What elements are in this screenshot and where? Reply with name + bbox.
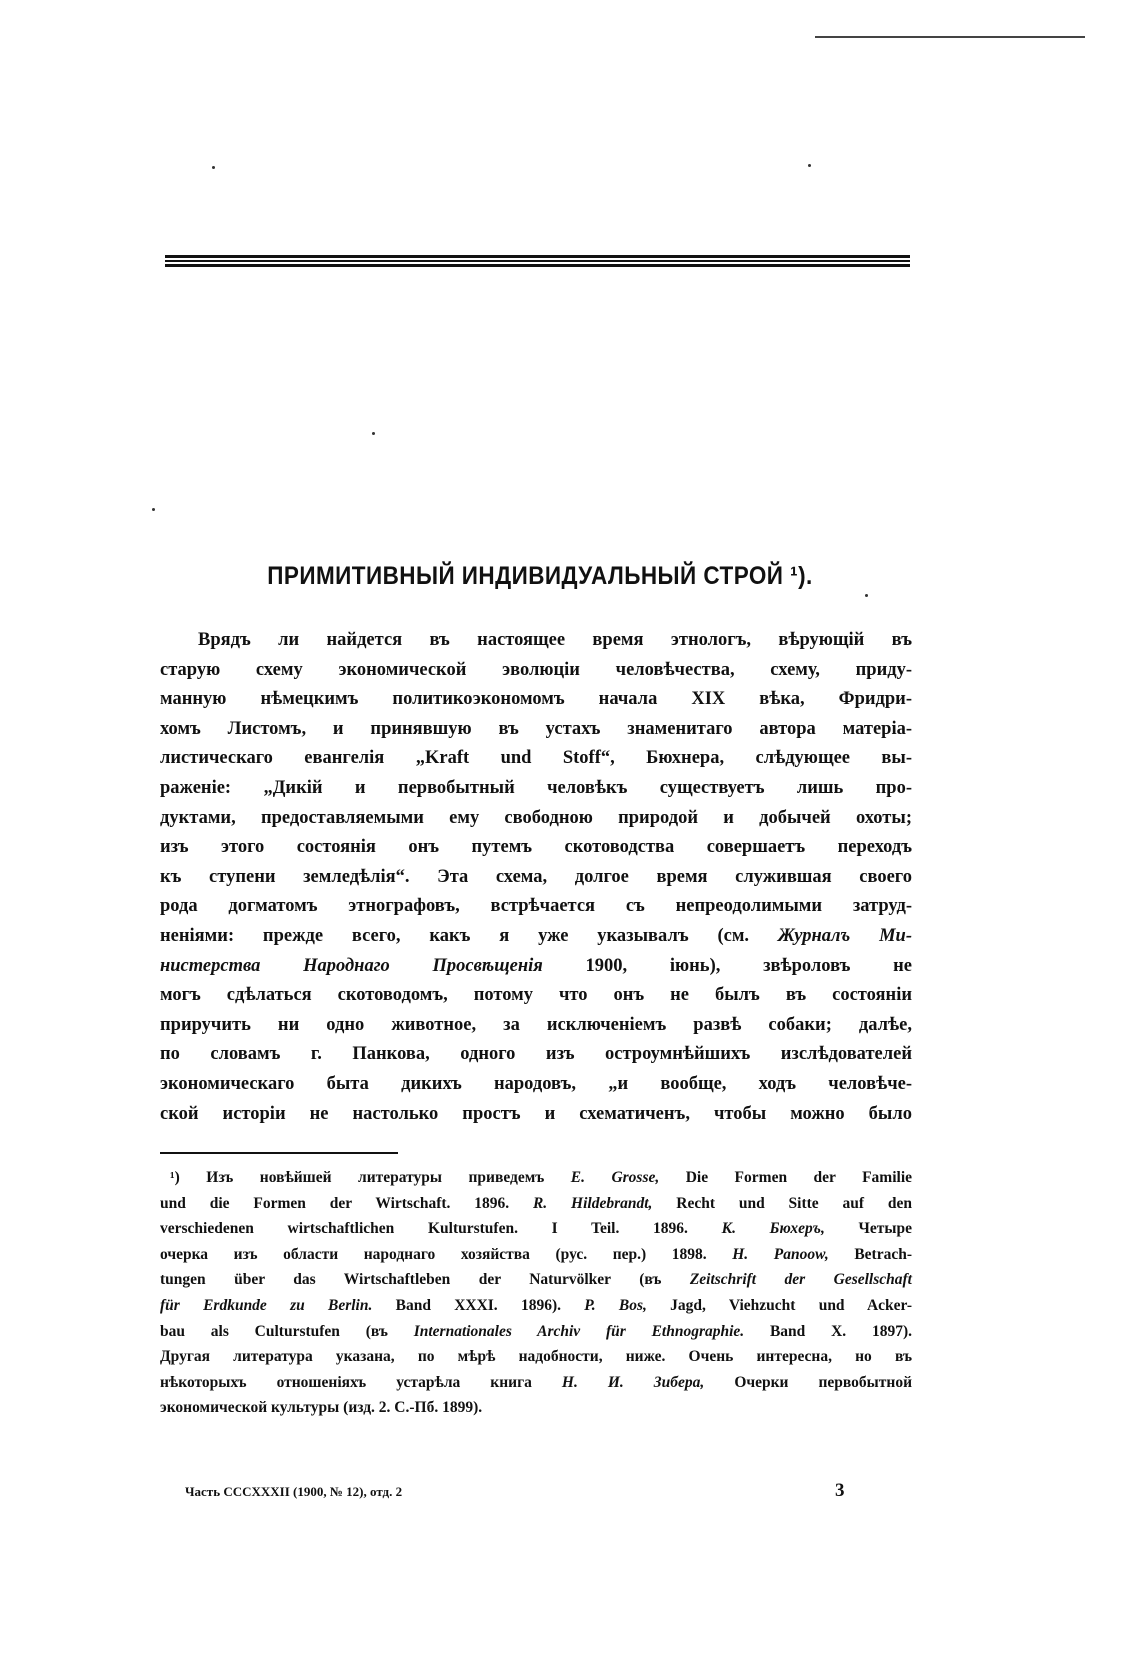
text-line: по словамъ г. Панкова, одного изъ остроумнѣйшихъ изслѣдователей (160, 1044, 912, 1065)
footnote-text: und die Formen der Wirtschaft. 1896. (160, 1194, 510, 1212)
text-line: приручить ни одно животное, за исключеніемъ развѣ собаки; далѣе, (160, 1014, 912, 1035)
article-title-text: ПРИМИТИВНЫЙ ИНДИВИДУАЛЬНЫЙ СТРОЙ (267, 562, 784, 590)
footnote-author: H. Panoow, (732, 1245, 829, 1263)
footnote-line (160, 1242, 912, 1268)
title-footnote-mark: ¹). (790, 562, 813, 590)
footnote-text: bau als Culturstufen (въ (160, 1322, 388, 1340)
journal-title-part: нистерства Народнаго Просвѣщенія (160, 955, 543, 976)
text-segment: 1900, іюнь), звѣроловъ не (585, 955, 913, 976)
footnote-text: Recht und Sitte auf den (676, 1194, 912, 1212)
footnote-author: R. Hildebrandt, (532, 1194, 653, 1212)
scan-speck (808, 164, 811, 167)
footnote-journal: für Erdkunde zu Berlin. (160, 1296, 373, 1314)
footnote-text: Очерки первобытной (734, 1373, 913, 1391)
text-line: манную нѣмецкимъ политикоэкономомъ начала XIX вѣка, Фридри- (160, 689, 912, 710)
text-line: хомъ Листомъ, и принявшую въ устахъ знаменитаго автора матеріа- (160, 718, 912, 739)
scan-speck (212, 166, 215, 169)
text-line: могъ сдѣлаться скотоводомъ, потому что онъ не былъ въ состояніи (160, 985, 912, 1006)
footnote-separator (160, 1152, 398, 1154)
footnote-line (160, 1191, 912, 1217)
article-title (198, 562, 882, 591)
text-line: изъ этого состоянія онъ путемъ скотоводства совершаетъ переходъ (160, 837, 912, 858)
scan-speck (865, 594, 868, 597)
footnote-journal: Zeitschrift der Gesellschaft (689, 1271, 912, 1289)
footnote-author: Н. И. Зибера, (561, 1373, 705, 1391)
text-line: къ ступени земледѣлія“. Эта схема, долгое время служившая своего (160, 866, 912, 887)
main-text (160, 626, 912, 1129)
footnote-text: tungen über das Wirtschaftleben der Naturvölker (въ (160, 1271, 662, 1289)
text-line: ской исторіи не настолько простъ и схематиченъ, чтобы можно было (160, 1103, 912, 1124)
text-line (160, 952, 912, 982)
footnote-line (160, 1267, 912, 1293)
text-segment: неніями: прежде всего, какъ я уже указывалъ (см. (160, 925, 750, 946)
footnote-author: К. Бюхеръ, (721, 1220, 825, 1238)
footnote-text: Band XXXI. 1896). (395, 1296, 561, 1314)
footnote-text: Band X. 1897). (769, 1322, 912, 1340)
footnote-text: verschiedenen wirtschaftlichen Kulturstufen. I Teil. 1896. (160, 1220, 688, 1238)
text-line: раженіе: „Дикій и первобытный человѣкъ существуетъ лишь про- (160, 777, 912, 798)
footnote-text: Jagd, Viehzucht und Acker- (670, 1296, 912, 1314)
page-footer (185, 1482, 885, 1504)
footnote-journal: Internationales Archiv für Ethnographie. (413, 1322, 745, 1340)
footnote-line (160, 1370, 912, 1396)
footnote-line: экономической культуры (изд. 2. С.-Пб. 1899). (160, 1399, 483, 1417)
journal-title-part: Журналъ Ми- (777, 925, 913, 946)
text-line: рода догматомъ этнографовъ, встрѣчается съ непреодолимыми затруд- (160, 896, 912, 917)
footnote-text: очерка изъ области народнаго хозяйства (рус. пер.) 1898. (160, 1245, 707, 1263)
footnote-line (160, 1165, 912, 1191)
footnote-text: нѣкоторыхъ отношеніяхъ устарѣла книга (160, 1373, 532, 1391)
scan-speck (372, 432, 375, 435)
text-line: старую схему экономической эволюціи человѣчества, схему, приду- (160, 659, 912, 680)
text-line: Врядъ ли найдется въ настоящее время этнологъ, вѣрующій въ (198, 630, 912, 650)
footnote-author: P. Bos, (584, 1296, 647, 1314)
header-rule (165, 255, 910, 267)
sheet-number: 3 (835, 1480, 845, 1501)
footnote-text: ¹) Изъ новѣйшей литературы приведемъ (170, 1169, 545, 1186)
footnote-author: E. Grosse, (570, 1169, 660, 1186)
text-line: листическаго евангелія „Kraft und Stoff“, Бюхнера, слѣдующее вы- (160, 748, 912, 769)
footnote-text: Четыре (858, 1220, 913, 1238)
footnote-line (160, 1216, 912, 1242)
footnote-line (160, 1293, 912, 1319)
text-line: экономическаго быта дикихъ народовъ, „и вообще, ходъ человѣче- (160, 1073, 912, 1094)
footnote-line: Другая литература указана, по мѣрѣ надобности, ниже. Очень интересна, но въ (160, 1348, 912, 1366)
printer-signature: Часть CCCXXXII (1900, № 12), отд. 2 (185, 1484, 403, 1499)
text-line: дуктами, предоставляемыми ему свободною природой и добычей охоты; (160, 807, 912, 828)
scan-edge-line (815, 36, 1085, 38)
footnote-text: Betrach- (854, 1245, 912, 1263)
footnote-text: Die Formen der Familie (685, 1169, 913, 1186)
footnote-line (160, 1319, 912, 1345)
scan-speck (152, 508, 155, 511)
footnote (160, 1165, 912, 1421)
text-line (160, 922, 912, 952)
